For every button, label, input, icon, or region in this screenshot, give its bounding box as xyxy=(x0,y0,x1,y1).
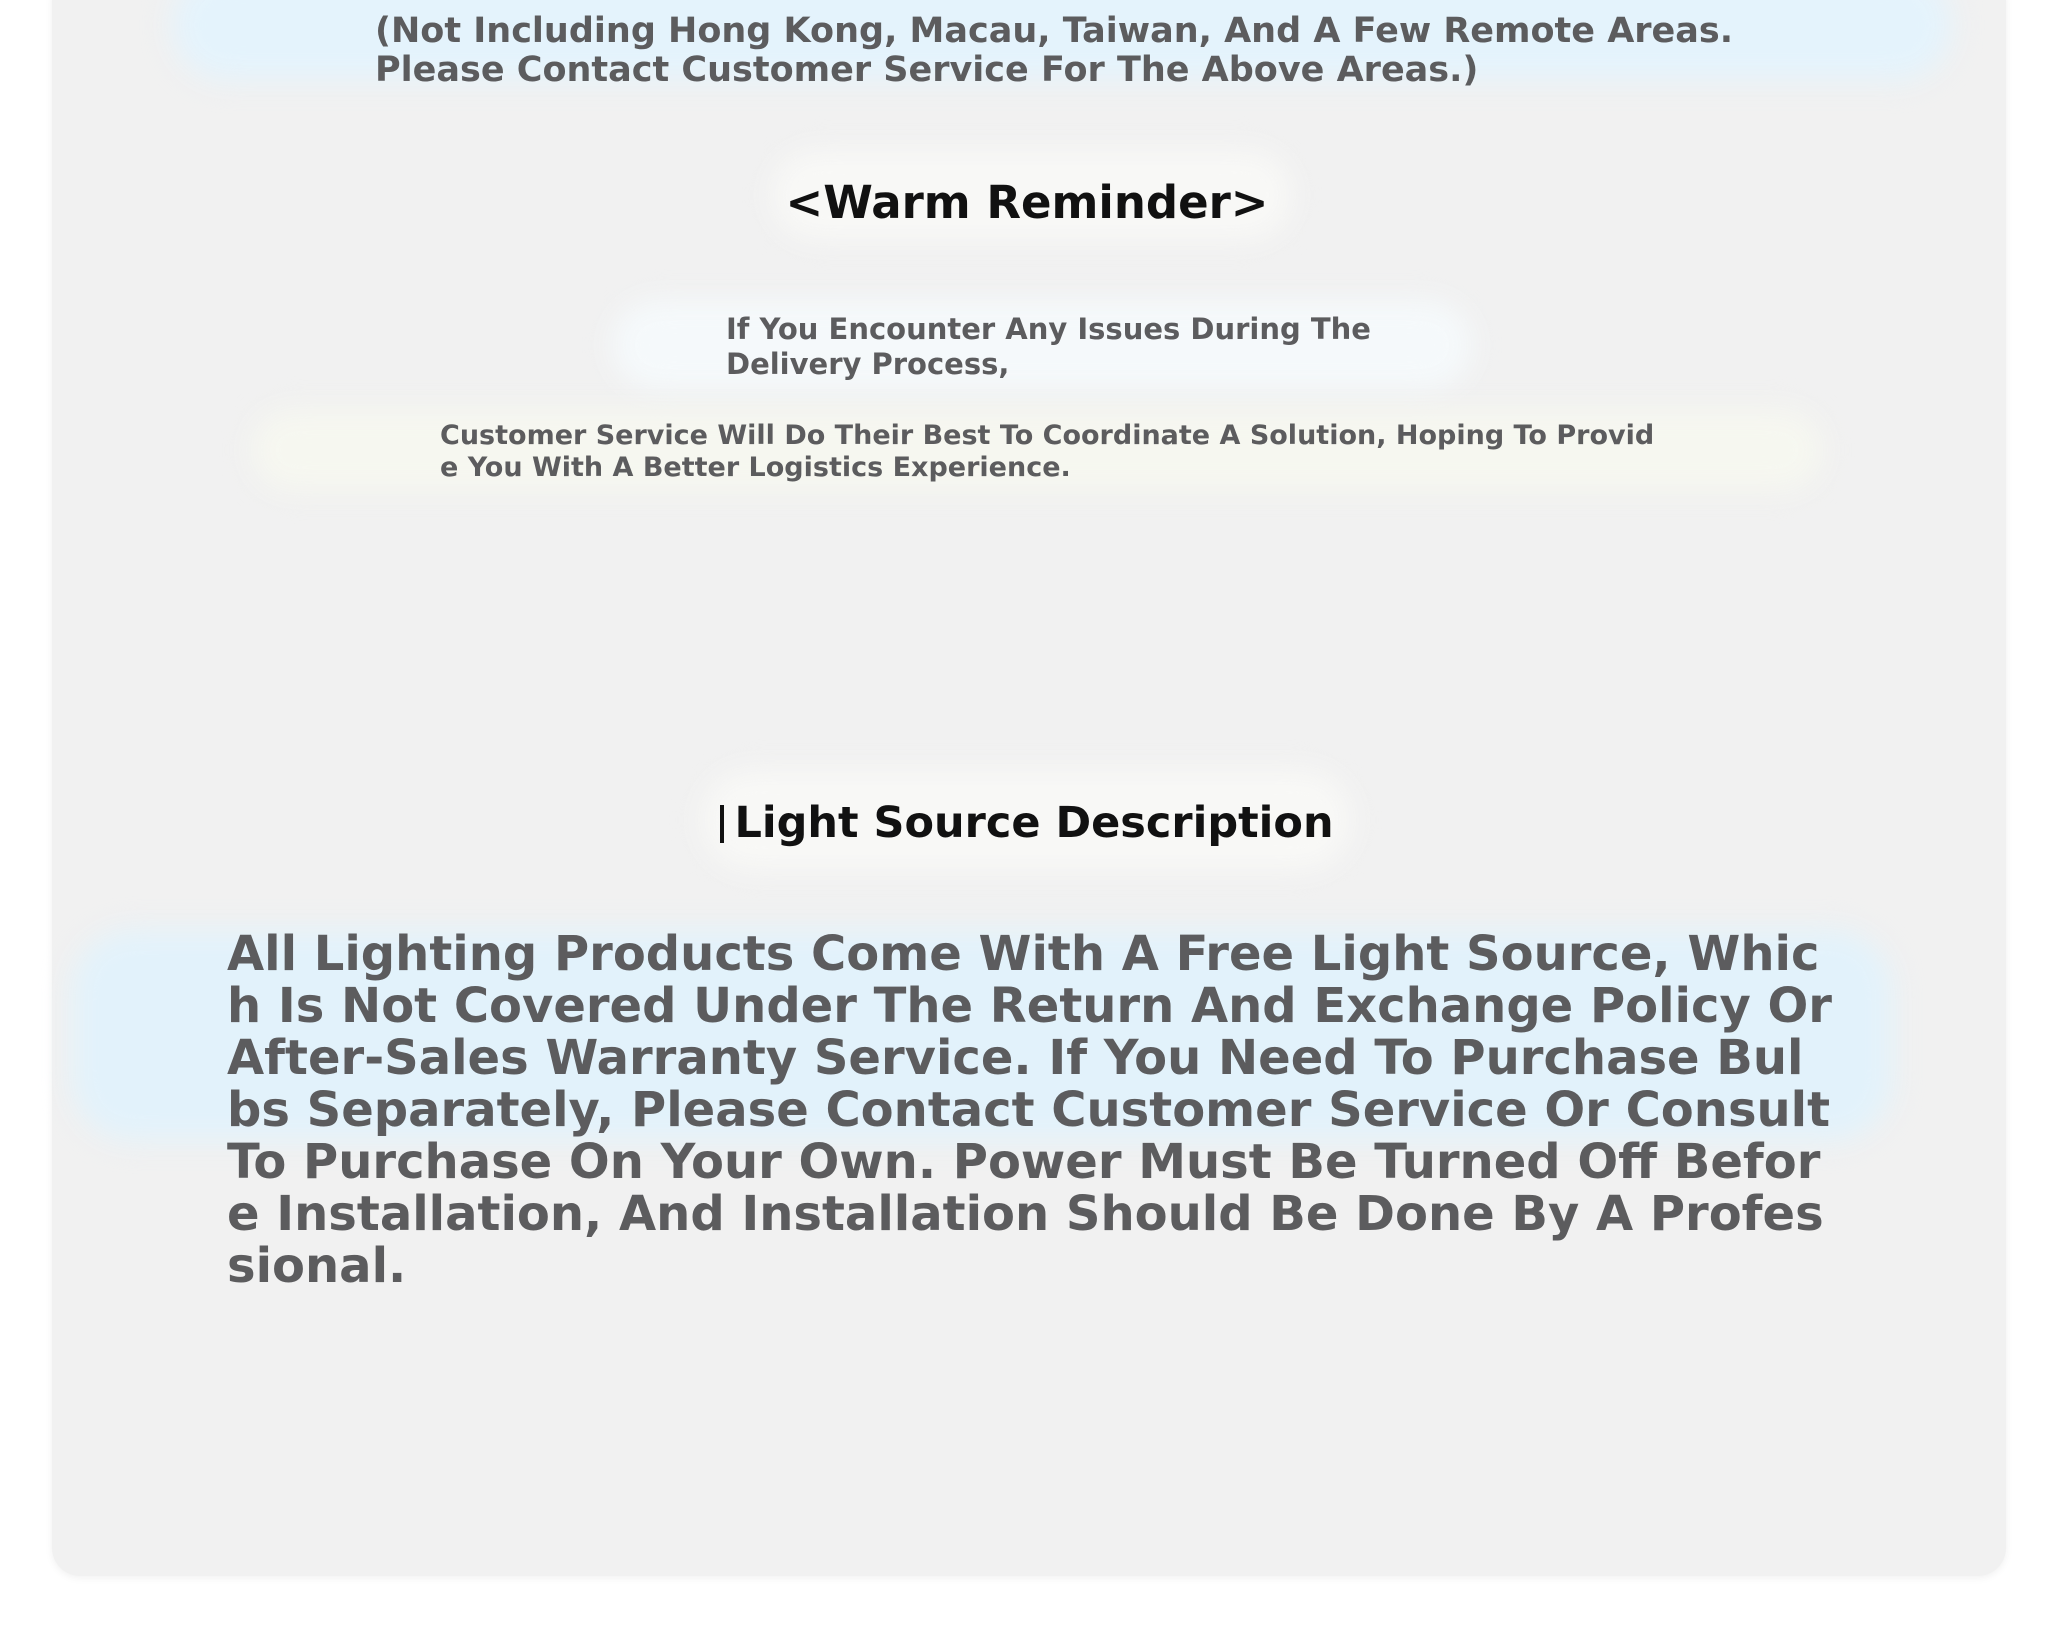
title-accent-bar xyxy=(720,805,724,843)
light-source-body: All Lighting Products Come With A Free Light Source, Which Is Not Covered Under The Return And Exchange Policy Or After-Sales Warranty Service. If You Need To Purchase Bulbs Separately, Please Contact Customer Service Or Consult To Purchase On Your Own. Power Must Be Turned Off Before Installation, And Installation Should Be Done By A Professional. xyxy=(227,926,1832,1294)
warm-reminder-line1: If You Encounter Any Issues During The Delivery Process, xyxy=(726,312,1371,381)
content-card xyxy=(52,0,2006,1576)
shipping-note: (Not Including Hong Kong, Macau, Taiwan, And A Few Remote Areas. Please Contact Customer Service For The Above Areas.) xyxy=(375,11,1734,90)
warm-reminder-line2: Customer Service Will Do Their Best To Coordinate A Solution, Hoping To Provide You With A Better Logistics Experience. xyxy=(440,420,1655,483)
warm-reminder-title: <Warm Reminder> xyxy=(785,176,1269,229)
light-source-title-wrap xyxy=(52,796,2002,850)
light-source-title: Light Source Description xyxy=(734,798,1334,848)
